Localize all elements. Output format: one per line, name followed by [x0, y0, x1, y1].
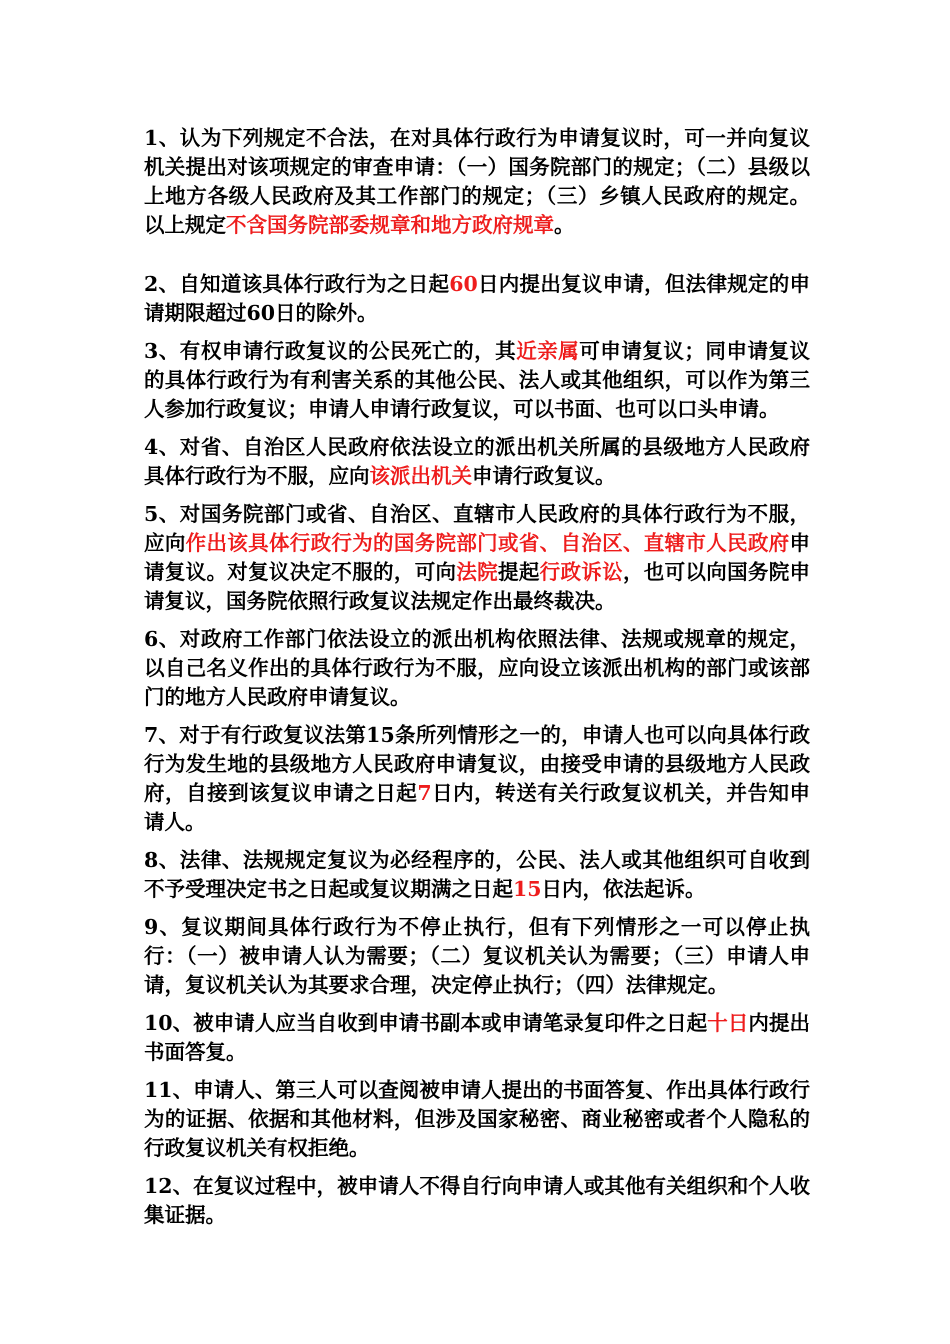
text-segment: 申请行政复议。: [472, 464, 616, 488]
paragraph-7: [144, 721, 810, 837]
text-segment: 日内提出复议申请，但法律规定的申请期限超过60日的除外。: [144, 272, 810, 325]
text-segment: ，也可以向国务院申请复议，国务院依照行政复议法规定作出最终裁决。: [144, 560, 811, 613]
text-segment: 。: [554, 213, 575, 237]
text-segment: 3、有权申请行政复议的公民死亡的，其: [144, 339, 517, 363]
text-segment: 日内，依法起诉。: [541, 877, 706, 901]
text-segment: 4、对省、自治区人民政府依法设立的派出机关所属的县级地方人民政府具体行政行为不服，应向: [144, 435, 810, 488]
paragraph-8: [144, 846, 810, 904]
highlight-text: 近亲属: [516, 339, 580, 363]
text-segment: 9、复议期间具体行政行为不停止执行，但有下列情形之一可以停止执行：（一）被申请人认为需要；（二）复议机关认为需要；（三）申请人申请，复议机关认为其要求合理，决定停止执行；（四）法律规定。: [144, 915, 810, 997]
highlight-text: 行政诉讼: [539, 560, 623, 584]
paragraph-4: [144, 433, 810, 491]
text-segment: 申请复议。对复议决定不服的，可向: [144, 531, 811, 584]
paragraph-1: [144, 124, 810, 240]
text-segment: 10、被申请人应当自收到申请书副本或申请笔录复印件之日起: [144, 1011, 708, 1035]
paragraph-2: [144, 270, 810, 328]
text-segment: 可申请复议；同申请复议的具体行政行为有利害关系的其他公民、法人或其他组织，可以作为第三人参加行政复议；申请人申请行政复议，可以书面、也可以口头申请。: [144, 339, 811, 421]
paragraph-5: [144, 500, 810, 616]
highlight-text: 法院: [456, 560, 498, 584]
text-segment: 1、认为下列规定不合法，在对具体行政行为申请复议时，可一并向复议机关提出对该项规定的审查申请：（一）国务院部门的规定；（二）县级以上地方各级人民政府及其工作部门的规定；（三）乡镇人民政府的规定。以上规定: [144, 126, 810, 237]
highlight-text: 15: [513, 877, 542, 901]
paragraph-12: [144, 1172, 810, 1230]
text-segment: 7、对于有行政复议法第15条所列情形之一的，申请人也可以向具体行政行为发生地的县级地方人民政府申请复议，由接受申请的县级地方人民政府，自接到该复议申请之日起: [144, 723, 810, 805]
text-segment: 日内，转送有关行政复议机关，并告知申请人。: [144, 781, 811, 834]
paragraph-9: [144, 913, 810, 1000]
text-segment: 5、对国务院部门或省、自治区、直辖市人民政府的具体行政行为不服，应向: [144, 502, 810, 555]
paragraph-6: [144, 625, 810, 712]
paragraph-3: [144, 337, 810, 424]
highlight-text: 60: [449, 272, 478, 296]
document-body: [144, 124, 810, 1239]
text-segment: 内提出书面答复。: [144, 1011, 811, 1064]
paragraph-10: [144, 1009, 810, 1067]
text-segment: 6、对政府工作部门依法设立的派出机构依照法律、法规或规章的规定，以自己名义作出的具体行政行为不服，应向设立该派出机构的部门或该部门的地方人民政府申请复议。: [144, 627, 810, 709]
text-segment: 12、在复议过程中，被申请人不得自行向申请人或其他有关组织和个人收集证据。: [144, 1174, 810, 1227]
text-segment: 2、自知道该具体行政行为之日起: [144, 272, 450, 296]
text-segment: 8、法律、法规规定复议为必经程序的，公民、法人或其他组织可自收到不予受理决定书之日起或复议期满之日起: [144, 848, 810, 901]
highlight-text: 不含国务院部委规章和地方政府规章: [226, 213, 554, 237]
highlight-text: 该派出机关: [369, 464, 472, 488]
text-segment: 11、申请人、第三人可以查阅被申请人提出的书面答复、作出具体行政行为的证据、依据和其他材料，但涉及国家秘密、商业秘密或者个人隐私的行政复议机关有权拒绝。: [144, 1078, 810, 1160]
paragraph-11: [144, 1076, 810, 1163]
highlight-text: 7: [417, 781, 432, 805]
text-segment: 提起: [498, 560, 540, 584]
highlight-text: 十日: [707, 1011, 749, 1035]
highlight-text: 作出该具体行政行为的国务院部门或省、自治区、直辖市人民政府: [185, 531, 790, 555]
